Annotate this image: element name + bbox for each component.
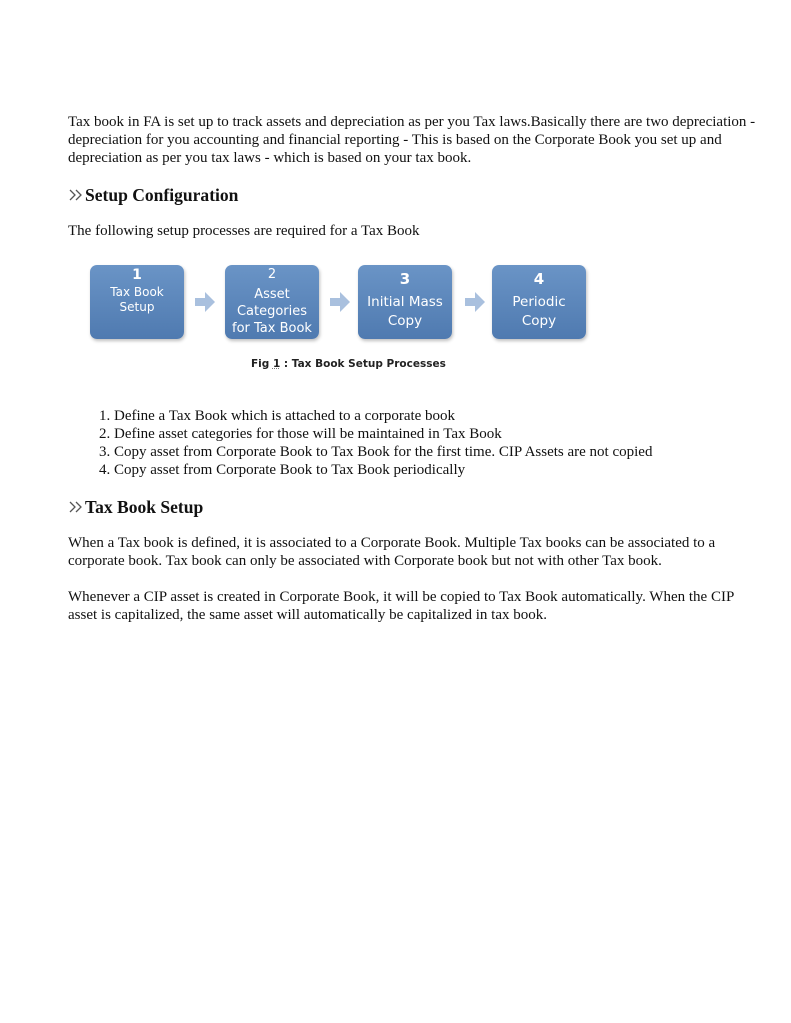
caption-number: 1 [272,358,281,370]
tax-book-paragraph-1: When a Tax book is defined, it is associated to a Corporate Book. Multiple Tax books can be associated to a corporate book. Tax book can only be associated with Corporate book but not with other Tax book. [68,535,716,569]
step-label: Tax Book Setup [110,285,164,314]
double-chevron-right-icon [68,501,84,513]
step-number: 4 [533,270,545,288]
setup-process-diagram [90,265,758,407]
arrow-right-icon [194,291,216,313]
step-number: 3 [399,270,411,288]
process-step-4 [492,265,586,339]
arrow-right-icon [329,291,351,313]
setup-lead-paragraph: The following setup processes are required for a Tax Book [68,223,420,239]
intro-paragraph: Tax book in FA is set up to track assets and depreciation as per you Tax laws.Basically there are two depreciation - depreciation for you accounting and financial reporting - This is based on the Corporate Book you set up and depreciation as per you tax laws - which is based on your tax book. [68,114,756,166]
tax-book-paragraph-2: Whenever a CIP asset is created in Corporate Book, it will be copied to Tax Book automatically. When the CIP asset is capitalized, the same asset will automatically be capitalized in tax book. [68,589,734,623]
figure-caption [251,355,446,373]
step-number: 1 [132,267,142,283]
step-label: Periodic Copy [512,294,566,329]
list-item: 4. Copy asset from Corporate Book to Tax Book periodically [114,461,758,479]
list-item: 3. Copy asset from Corporate Book to Tax Book for the first time. CIP Assets are not copied [114,443,758,461]
list-item: 1. Define a Tax Book which is attached to a corporate book [114,407,758,425]
caption-separator: : [280,358,292,370]
process-step-1 [90,265,184,339]
list-item: 2. Define asset categories for those will be maintained in Tax Book [114,425,758,443]
section-heading-text: Tax Book Setup [85,497,204,517]
caption-prefix: Fig [251,358,273,370]
process-step-2 [225,265,319,339]
caption-text: Tax Book Setup Processes [291,358,446,370]
double-chevron-right-icon [68,189,84,201]
section-heading-text: Setup Configuration [85,185,239,205]
arrow-right-icon [464,291,486,313]
step-number: 2 [267,267,277,282]
section-heading-tax-book-setup [68,498,758,516]
section-heading-setup-configuration [68,186,758,204]
document-page [68,113,758,624]
step-label: Initial Mass Copy [367,294,443,329]
setup-steps-list [68,407,758,479]
process-step-3 [358,265,452,339]
step-label: Asset Categories for Tax Book [232,287,312,336]
